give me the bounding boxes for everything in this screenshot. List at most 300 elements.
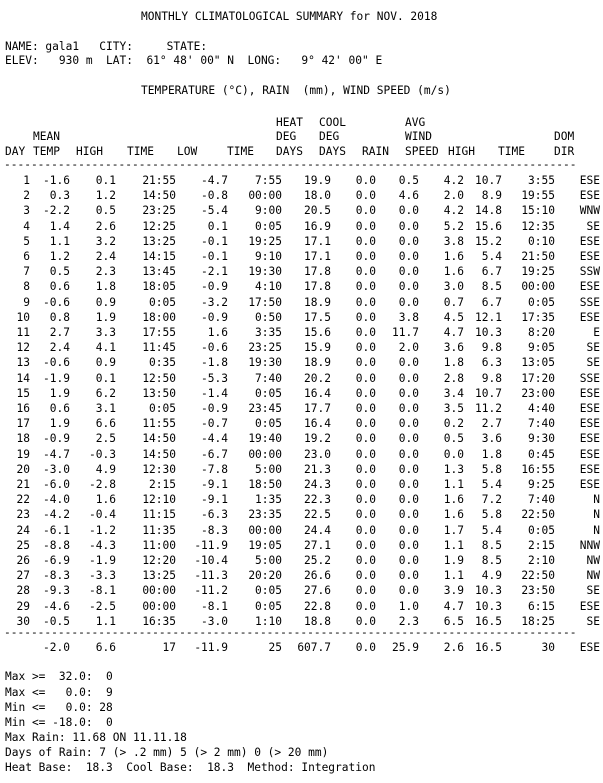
cell-dom-dir: E — [593, 326, 600, 340]
cell-dom-dir: ESE — [579, 189, 600, 203]
cell-heat-days: 17.1 — [304, 250, 331, 264]
cell-mean-temp: -0.9 — [43, 432, 70, 446]
cell-mean-temp: -6.9 — [43, 554, 70, 568]
cell-mean-temp: -0.6 — [43, 295, 70, 309]
cell-wind-high: 8.5 — [481, 280, 502, 294]
cell-wind-high: 8.9 — [481, 189, 502, 203]
cell-low: -9.1 — [201, 478, 228, 492]
cell-heat-days: 19.9 — [304, 174, 331, 187]
cell-day: 26 — [16, 554, 30, 568]
cell-dom-dir: SE — [586, 356, 600, 370]
cell-wind-high: 9.8 — [481, 371, 502, 385]
cell-wind-high: 8.5 — [481, 554, 502, 568]
cell-low: -0.9 — [201, 310, 228, 324]
cell-wind-speed: 1.9 — [443, 554, 464, 568]
footer-line-bases: Heat Base: 18.3 Cool Base: 18.3 Method: Integration — [5, 761, 376, 774]
cell-dom-dir: N — [593, 508, 600, 522]
table-row — [4, 553, 600, 568]
cell-cool-days: 0.0 — [355, 174, 376, 187]
cell-dom-dir: ESE — [579, 447, 600, 461]
cell-cool-days: 0.0 — [355, 204, 376, 218]
daily-data-table — [4, 173, 600, 629]
cell-wind-speed: 1.6 — [443, 508, 464, 522]
cell-wind-high: 14.8 — [475, 204, 502, 218]
cell-heat-days: 18.9 — [304, 295, 331, 309]
cell-mean-temp: 1.9 — [49, 417, 70, 431]
cell-heat-days: 22.3 — [304, 493, 331, 507]
cell-heat-days: 17.8 — [304, 280, 331, 294]
cell-cool-days: 0.0 — [355, 569, 376, 583]
cell-wind-high: 5.4 — [481, 250, 502, 264]
table-row — [4, 295, 600, 310]
cell-wind-high: 10.3 — [475, 326, 502, 340]
cell-wind-high: 10.3 — [475, 584, 502, 598]
header-avg: AVG — [405, 116, 426, 129]
cell-wind-high: 3.6 — [481, 432, 502, 446]
cell-mean-temp: 1.1 — [49, 234, 70, 248]
cell-cool-days: 0.0 — [355, 326, 376, 340]
cell-high: -4.3 — [89, 538, 116, 552]
cell-high: 1.9 — [95, 310, 116, 324]
cell-day: 4 — [23, 219, 30, 233]
cell-heat-days: 22.5 — [304, 508, 331, 522]
cell-high: 0.1 — [95, 371, 116, 385]
cell-wind-high: 10.7 — [475, 386, 502, 400]
cell-low-time: 7:55 — [255, 174, 282, 187]
separator-top: ------------------------------------------------------------------------------------- — [4, 158, 577, 171]
cell-mean-temp: 2.7 — [49, 326, 70, 340]
cell-low-time: 0:05 — [255, 417, 282, 431]
cell-low: -3.0 — [201, 614, 228, 628]
cell-high: -0.3 — [89, 447, 116, 461]
cell-heat-days: 24.3 — [304, 478, 331, 492]
cell-high: -8.1 — [89, 584, 116, 598]
cell-wind-speed: 4.7 — [443, 599, 464, 613]
cell-dom-dir: NNW — [579, 538, 600, 552]
cell-day: 27 — [16, 569, 30, 583]
cell-wind-speed: 1.3 — [443, 462, 464, 476]
table-row — [4, 568, 600, 583]
cell-cool-days: 0.0 — [355, 447, 376, 461]
cell-low: -9.1 — [201, 493, 228, 507]
cell-low-time: 19:40 — [248, 432, 282, 446]
header-rain: RAIN — [362, 145, 389, 158]
cell-cool-days: 0.0 — [355, 432, 376, 446]
cell-dom-dir: ESE — [579, 462, 600, 476]
header-dom: DOM — [554, 130, 575, 143]
cell-wind-time: 22:50 — [521, 508, 555, 522]
cell-low-time: 3:35 — [255, 326, 282, 340]
cell-rain: 0.0 — [398, 554, 419, 568]
cell-low: -11.3 — [194, 569, 228, 583]
cell-cool-days: 0.0 — [355, 599, 376, 613]
cell-wind-high: 2.7 — [481, 417, 502, 431]
cell-heat-days: 15.9 — [304, 341, 331, 355]
cell-wind-time: 0:05 — [528, 295, 555, 309]
cell-low: -6.7 — [201, 447, 228, 461]
cell-wind-speed: 2.0 — [443, 189, 464, 203]
totals-table — [4, 640, 600, 655]
cell-mean-temp: -1.9 — [43, 371, 70, 385]
header-high: HIGH — [76, 145, 103, 158]
cell-heat-days: 18.9 — [304, 356, 331, 370]
cell-rain: 0.0 — [398, 417, 419, 431]
cell-day: 12 — [16, 341, 30, 355]
header-cool: COOL — [319, 116, 346, 129]
cell-day: 6 — [23, 250, 30, 264]
cell-wind-time: 6:15 — [528, 599, 555, 613]
cell-dom-dir: N — [593, 523, 600, 537]
cell-wind-speed: 6.5 — [443, 614, 464, 628]
cell-low-time: 19:25 — [248, 234, 282, 248]
cell-low-time: 1:35 — [255, 493, 282, 507]
cell-rain: 11.7 — [392, 326, 419, 340]
header-heat: HEAT — [276, 116, 303, 129]
cell-low-time: 23:35 — [248, 508, 282, 522]
cell-high-time: 18:00 — [142, 310, 176, 324]
cell-wind-speed: 0.0 — [443, 447, 464, 461]
table-row — [4, 599, 600, 614]
cell-heat-days: 21.3 — [304, 462, 331, 476]
table-row — [4, 249, 600, 264]
table-row — [4, 416, 600, 431]
cell-low: -8.3 — [201, 523, 228, 537]
cell-low: -3.2 — [201, 295, 228, 309]
cell-high: 2.6 — [95, 219, 116, 233]
cell-dom-dir: ESE — [579, 599, 600, 613]
separator-bottom: ------------------------------------------------------------------------------------- — [4, 626, 577, 639]
cell-heat-days: 16.4 — [304, 386, 331, 400]
cell-rain: 4.6 — [398, 189, 419, 203]
header-cool-deg: DEG — [319, 130, 340, 143]
cell-low-time: 4:10 — [255, 280, 282, 294]
cell-high: -2.5 — [89, 599, 116, 613]
report-title: MONTHLY CLIMATOLOGICAL SUMMARY for NOV. 2018 — [141, 10, 438, 23]
cell-heat-days: 27.6 — [304, 584, 331, 598]
cell-high: 0.5 — [95, 204, 116, 218]
cell-cool-days: 0.0 — [355, 295, 376, 309]
cell-rain: 0.0 — [398, 265, 419, 279]
cell-high: 4.9 — [95, 462, 116, 476]
footer-line-min-le-0: Min <= 0.0: 28 — [5, 701, 113, 714]
cell-high-time: 00:00 — [142, 584, 176, 598]
cell-wind-time: 23:50 — [521, 584, 555, 598]
cell-high-time: 14:50 — [142, 189, 176, 203]
cell-heat-days: 23.0 — [304, 447, 331, 461]
cell-high-time: 12:50 — [142, 371, 176, 385]
cell-dom-dir: ESE — [579, 280, 600, 294]
cell-wind-speed: 4.5 — [443, 310, 464, 324]
table-row — [4, 431, 600, 446]
cell-high: -1.2 — [89, 523, 116, 537]
cell-wind-time: 23:00 — [521, 386, 555, 400]
table-row — [4, 538, 600, 553]
cell-heat-days: 24.4 — [304, 523, 331, 537]
cell-dom-dir: ESE — [579, 417, 600, 431]
cell-wind-high: 16.5 — [475, 614, 502, 628]
cell-high-time: 14:50 — [142, 447, 176, 461]
cell-low-time: 00:00 — [248, 189, 282, 203]
cell-low-time: 0:50 — [255, 310, 282, 324]
cell-wind-high: 9.8 — [481, 341, 502, 355]
cell-high: 2.5 — [95, 432, 116, 446]
cell-wind-high: 5.4 — [481, 523, 502, 537]
cell-rain: 2.0 — [398, 341, 419, 355]
cell-wind-high: 6.7 — [481, 265, 502, 279]
cell-mean-temp: 2.4 — [49, 341, 70, 355]
cell-day: 24 — [16, 523, 30, 537]
cell-low-time: 9:00 — [255, 204, 282, 218]
cell-wind-time: 17:35 — [521, 310, 555, 324]
cell-low: -5.4 — [201, 204, 228, 218]
cell-heat-days: 18.8 — [304, 614, 331, 628]
table-row — [4, 219, 600, 234]
cell-cool-days: 0.0 — [355, 386, 376, 400]
cell-dom-dir: ESE — [579, 250, 600, 264]
cell-high-time: 2:15 — [149, 478, 176, 492]
cell-heat-days: 17.8 — [304, 265, 331, 279]
cell-cool-days: 0.0 — [355, 584, 376, 598]
cell-high-time: 12:25 — [142, 219, 176, 233]
cell-cool-days: 0.0 — [355, 493, 376, 507]
cell-cool-days: 0.0 — [355, 523, 376, 537]
cell-day: 11 — [16, 326, 30, 340]
cell-dom-dir: N — [593, 493, 600, 507]
cell-high-time: 23:25 — [142, 204, 176, 218]
cell-low: -11.9 — [194, 538, 228, 552]
header-temp: TEMP — [33, 145, 60, 158]
cell-day: 19 — [16, 447, 30, 461]
cell-rain: 0.0 — [398, 234, 419, 248]
cell-low-time: 20:20 — [248, 569, 282, 583]
cell-rain: 0.0 — [398, 219, 419, 233]
cell-wind-speed: 4.2 — [443, 204, 464, 218]
cell-day: 14 — [16, 371, 30, 385]
cell-wind-time: 00:00 — [521, 280, 555, 294]
cell-dom-dir: NW — [586, 569, 600, 583]
cell-low: -0.8 — [201, 189, 228, 203]
cell-wind-time: 12:35 — [521, 219, 555, 233]
cell-day: 3 — [23, 204, 30, 218]
cell-wind-high: 5.4 — [481, 478, 502, 492]
cell-high-time: 00:00 — [142, 599, 176, 613]
cell-wind-time: 2:10 — [528, 554, 555, 568]
cell-wind-high: 4.9 — [481, 569, 502, 583]
cell-high-time: 18:05 — [142, 280, 176, 294]
cell-wind-time: 19:55 — [521, 189, 555, 203]
cell-dom-dir: ESE — [579, 234, 600, 248]
cell-wind-time: 0:10 — [528, 234, 555, 248]
cell-cool-days: 0.0 — [355, 478, 376, 492]
cell-wind-time: 0:05 — [528, 523, 555, 537]
cell-high: 6.2 — [95, 386, 116, 400]
cell-wind-time: 4:40 — [528, 402, 555, 416]
cell-heat-days: 25.2 — [304, 554, 331, 568]
cell-mean-temp: -8.8 — [43, 538, 70, 552]
totals-low: -11.9 — [194, 641, 228, 654]
cell-dom-dir: ESE — [579, 386, 600, 400]
cell-dom-dir: ESE — [579, 310, 600, 324]
cell-high-time: 0:35 — [149, 356, 176, 370]
cell-low: -0.9 — [201, 280, 228, 294]
cell-high-time: 21:55 — [142, 174, 176, 187]
cell-rain: 0.0 — [398, 569, 419, 583]
table-row — [4, 447, 600, 462]
cell-low: -0.1 — [201, 234, 228, 248]
cell-wind-time: 21:50 — [521, 250, 555, 264]
cell-high: 3.2 — [95, 234, 116, 248]
cell-wind-high: 10.7 — [475, 174, 502, 187]
units-line: TEMPERATURE (°C), RAIN (mm), WIND SPEED (m/s) — [141, 84, 451, 97]
station-elevation-line: ELEV: 930 m LAT: 61° 48' 00" N LONG: 9° 42' 00" E — [5, 54, 383, 67]
cell-rain: 0.0 — [398, 386, 419, 400]
cell-low-time: 00:00 — [248, 447, 282, 461]
cell-mean-temp: -0.5 — [43, 614, 70, 628]
cell-high-time: 14:15 — [142, 250, 176, 264]
cell-wind-time: 2:15 — [528, 538, 555, 552]
cell-high: -1.9 — [89, 554, 116, 568]
cell-rain: 0.0 — [398, 280, 419, 294]
cell-high: 4.1 — [95, 341, 116, 355]
table-row — [4, 462, 600, 477]
cell-high: 1.6 — [95, 493, 116, 507]
header-time: TIME — [127, 145, 154, 158]
cell-low-time: 19:05 — [248, 538, 282, 552]
cell-wind-speed: 0.5 — [443, 432, 464, 446]
cell-day: 25 — [16, 538, 30, 552]
cell-wind-high: 7.2 — [481, 493, 502, 507]
cell-wind-speed: 1.1 — [443, 478, 464, 492]
cell-heat-days: 16.4 — [304, 417, 331, 431]
cell-low-time: 23:45 — [248, 402, 282, 416]
cell-wind-time: 9:25 — [528, 478, 555, 492]
cell-wind-speed: 1.6 — [443, 493, 464, 507]
cell-wind-high: 15.2 — [475, 234, 502, 248]
cell-wind-time: 13:05 — [521, 356, 555, 370]
cell-dom-dir: SSW — [579, 265, 600, 279]
cell-day: 23 — [16, 508, 30, 522]
cell-dom-dir: ESE — [579, 174, 600, 187]
cell-mean-temp: 0.6 — [49, 402, 70, 416]
totals-high: 6.6 — [95, 641, 116, 654]
cell-heat-days: 16.9 — [304, 219, 331, 233]
header-heat-deg: DEG — [276, 130, 297, 143]
totals-cool-days: 0.0 — [355, 641, 376, 654]
cell-rain: 0.5 — [398, 174, 419, 187]
cell-mean-temp: -4.0 — [43, 493, 70, 507]
cell-dom-dir: ESE — [579, 402, 600, 416]
cell-heat-days: 19.2 — [304, 432, 331, 446]
totals-wind-high: 16.5 — [475, 641, 502, 654]
cell-low-time: 7:40 — [255, 371, 282, 385]
cell-high-time: 12:30 — [142, 462, 176, 476]
cell-high: 0.9 — [95, 295, 116, 309]
totals-mean-temp: -2.0 — [43, 641, 70, 654]
cell-low: -0.7 — [201, 417, 228, 431]
cell-cool-days: 0.0 — [355, 341, 376, 355]
cell-wind-speed: 3.4 — [443, 386, 464, 400]
cell-day: 28 — [16, 584, 30, 598]
cell-cool-days: 0.0 — [355, 417, 376, 431]
totals-rain: 25.9 — [392, 641, 419, 654]
cell-dom-dir: SE — [586, 341, 600, 355]
cell-day: 13 — [16, 356, 30, 370]
cell-dom-dir: SE — [586, 614, 600, 628]
cell-mean-temp: 1.9 — [49, 386, 70, 400]
cell-wind-time: 7:40 — [528, 417, 555, 431]
cell-day: 5 — [23, 234, 30, 248]
cell-dom-dir: NW — [586, 554, 600, 568]
cell-wind-speed: 1.7 — [443, 523, 464, 537]
cell-cool-days: 0.0 — [355, 356, 376, 370]
cell-heat-days: 17.5 — [304, 310, 331, 324]
cell-mean-temp: -8.3 — [43, 569, 70, 583]
cell-dom-dir: SE — [586, 584, 600, 598]
header-low: LOW — [177, 145, 198, 158]
cell-wind-high: 1.8 — [481, 447, 502, 461]
cell-mean-temp: -4.2 — [43, 508, 70, 522]
table-row — [4, 203, 600, 218]
cell-mean-temp: 0.5 — [49, 265, 70, 279]
cell-wind-time: 7:40 — [528, 493, 555, 507]
cell-wind-speed: 1.1 — [443, 569, 464, 583]
cell-low-time: 0:05 — [255, 584, 282, 598]
cell-wind-high: 6.7 — [481, 295, 502, 309]
cell-mean-temp: -6.0 — [43, 478, 70, 492]
cell-low: 0.1 — [207, 219, 228, 233]
totals-low-time: 25 — [268, 641, 282, 654]
cell-low: -4.4 — [201, 432, 228, 446]
cell-low-time: 0:05 — [255, 219, 282, 233]
cell-day: 21 — [16, 478, 30, 492]
cell-wind-time: 9:05 — [528, 341, 555, 355]
table-row — [4, 279, 600, 294]
cell-high: 6.6 — [95, 417, 116, 431]
cell-wind-speed: 3.0 — [443, 280, 464, 294]
cell-high: 1.2 — [95, 189, 116, 203]
cell-low-time: 19:30 — [248, 265, 282, 279]
cell-rain: 0.0 — [398, 356, 419, 370]
cell-wind-time: 0:45 — [528, 447, 555, 461]
cell-wind-time: 9:30 — [528, 432, 555, 446]
cell-low-time: 18:50 — [248, 478, 282, 492]
cell-wind-time: 3:55 — [528, 174, 555, 187]
header-heat-days: DAYS — [276, 145, 303, 158]
cell-low: -0.6 — [201, 341, 228, 355]
cell-day: 2 — [23, 189, 30, 203]
cell-low: -5.3 — [201, 371, 228, 385]
cell-heat-days: 20.5 — [304, 204, 331, 218]
cell-rain: 0.0 — [398, 493, 419, 507]
cell-wind-high: 5.8 — [481, 508, 502, 522]
cell-rain: 1.0 — [398, 599, 419, 613]
table-row — [4, 371, 600, 386]
table-row — [4, 386, 600, 401]
cell-rain: 0.0 — [398, 402, 419, 416]
cell-wind-time: 16:55 — [521, 462, 555, 476]
cell-dom-dir: ESE — [579, 478, 600, 492]
cell-mean-temp: 0.6 — [49, 280, 70, 294]
cell-low: -10.4 — [194, 554, 228, 568]
cell-wind-high: 5.8 — [481, 462, 502, 476]
table-row — [4, 325, 600, 340]
cell-heat-days: 22.8 — [304, 599, 331, 613]
cell-heat-days: 18.0 — [304, 189, 331, 203]
cell-dom-dir: SSE — [579, 295, 600, 309]
cell-high: -2.8 — [89, 478, 116, 492]
cell-wind-high: 10.3 — [475, 599, 502, 613]
cell-low: 1.6 — [207, 326, 228, 340]
